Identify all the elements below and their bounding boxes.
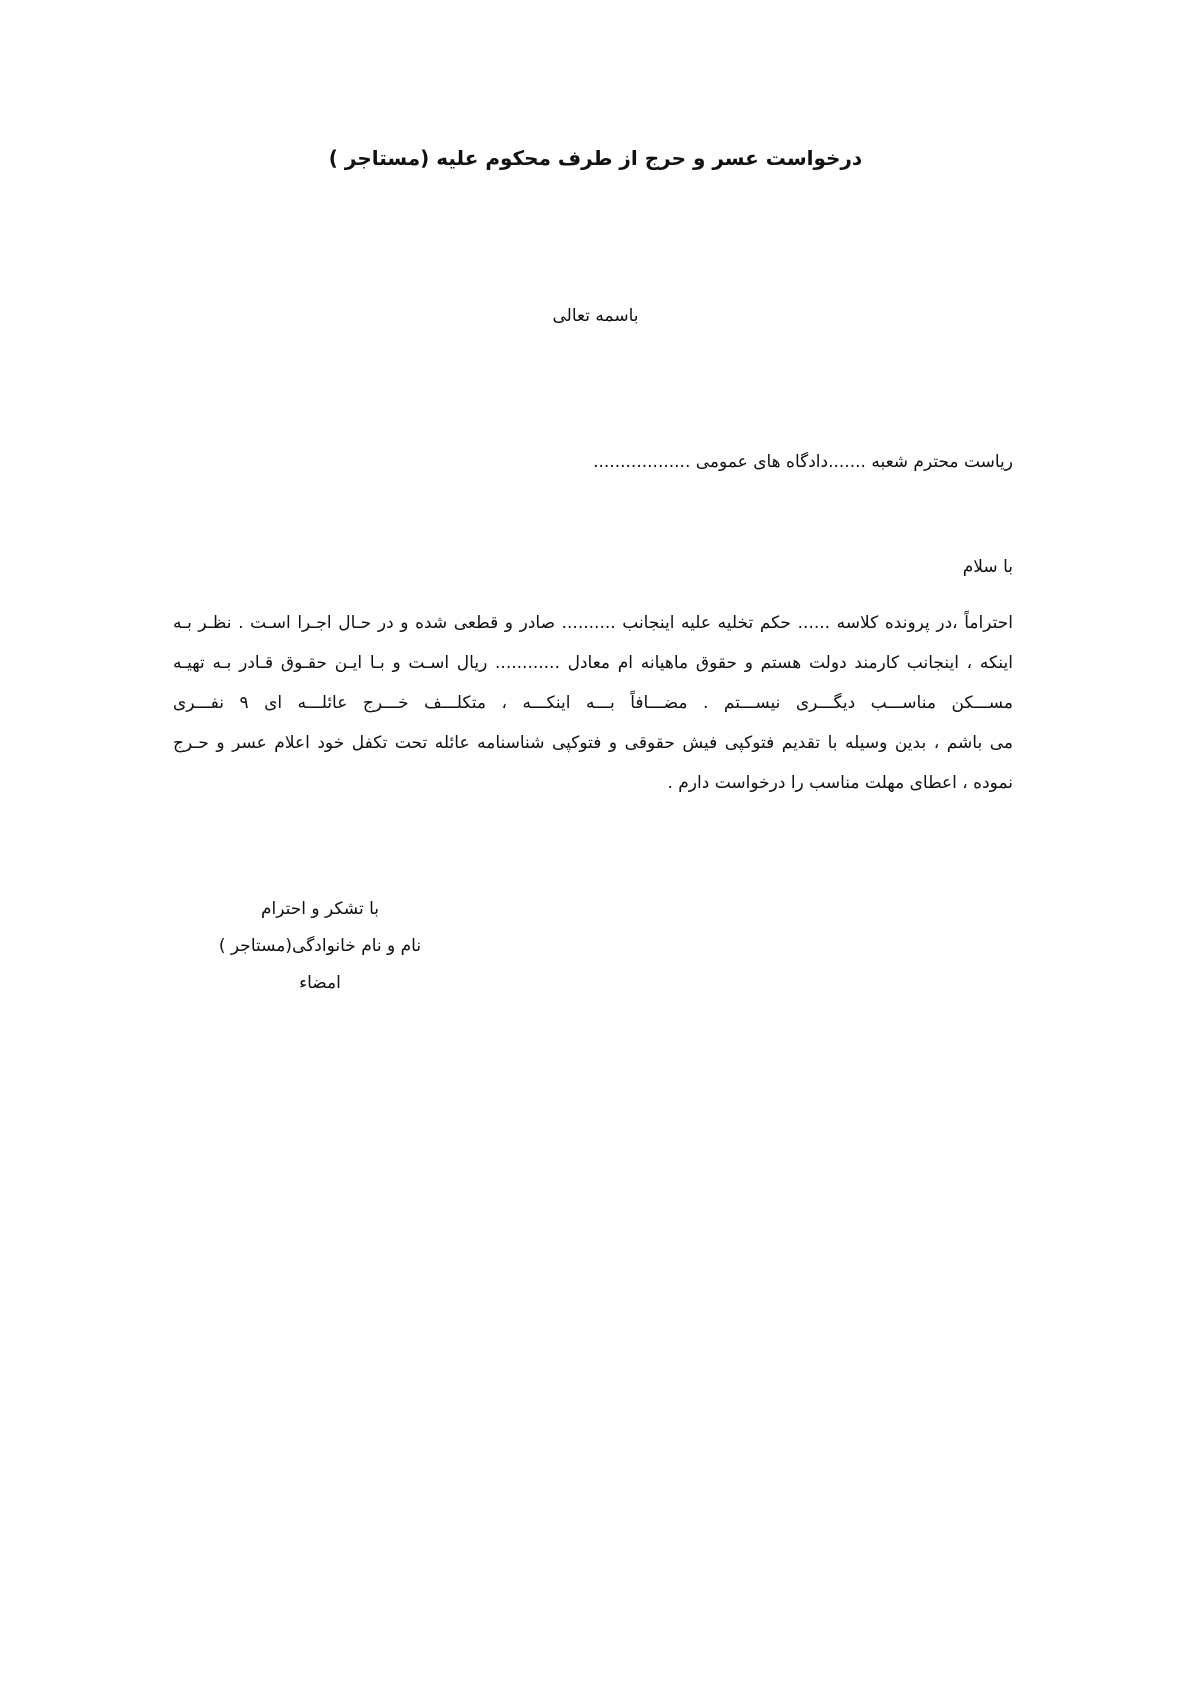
body-line: نموده ، اعطای مهلت مناسب را درخواست دارم . [667, 773, 1013, 793]
closing-block [190, 891, 450, 1002]
greeting: با سلام [962, 557, 1013, 577]
body-line: مســـکن مناســـب دیگـــری نیســـتم . مضـــافاً بـــه اینکـــه ، متکلـــف خـــرج عائلـــه ای ۹ نفـــری [173, 693, 1013, 713]
signer-name-line: نام و نام خانوادگی(مستاجر ) [218, 936, 422, 956]
body-line: احتراماً ،در پرونده کلاسه ...... حکم تخلیه علیه اینجانب .......... صادر و قطعی شده و در حـال اجـرا اسـت . نظـر بـه [173, 613, 1013, 633]
body-line: می باشم ، بدین وسیله با تقدیم فتوکپی فیش حقوقی و فتوکپی شناسنامه عائله تحت تکفل خود اعلام عسر و حـرج [173, 733, 1013, 753]
bismillah-heading: باسمه تعالی [552, 306, 639, 326]
signature-line: امضاء [299, 973, 341, 993]
body-line: اینکه ، اینجانب کارمند دولت هستم و حقوق ماهیانه ام معادل ............ ریال اسـت و بـا ایـن حقـوق قـادر بـه تهیـه [173, 653, 1013, 673]
closing-regards: با تشکر و احترام [261, 899, 379, 919]
letter-body [173, 603, 1013, 803]
document-title: درخواست عسر و حرج از طرف محکوم علیه (مستاجر ) [328, 146, 863, 170]
addressee-line: ریاست محترم شعبه .......دادگاه های عمومی .................. [593, 452, 1013, 472]
